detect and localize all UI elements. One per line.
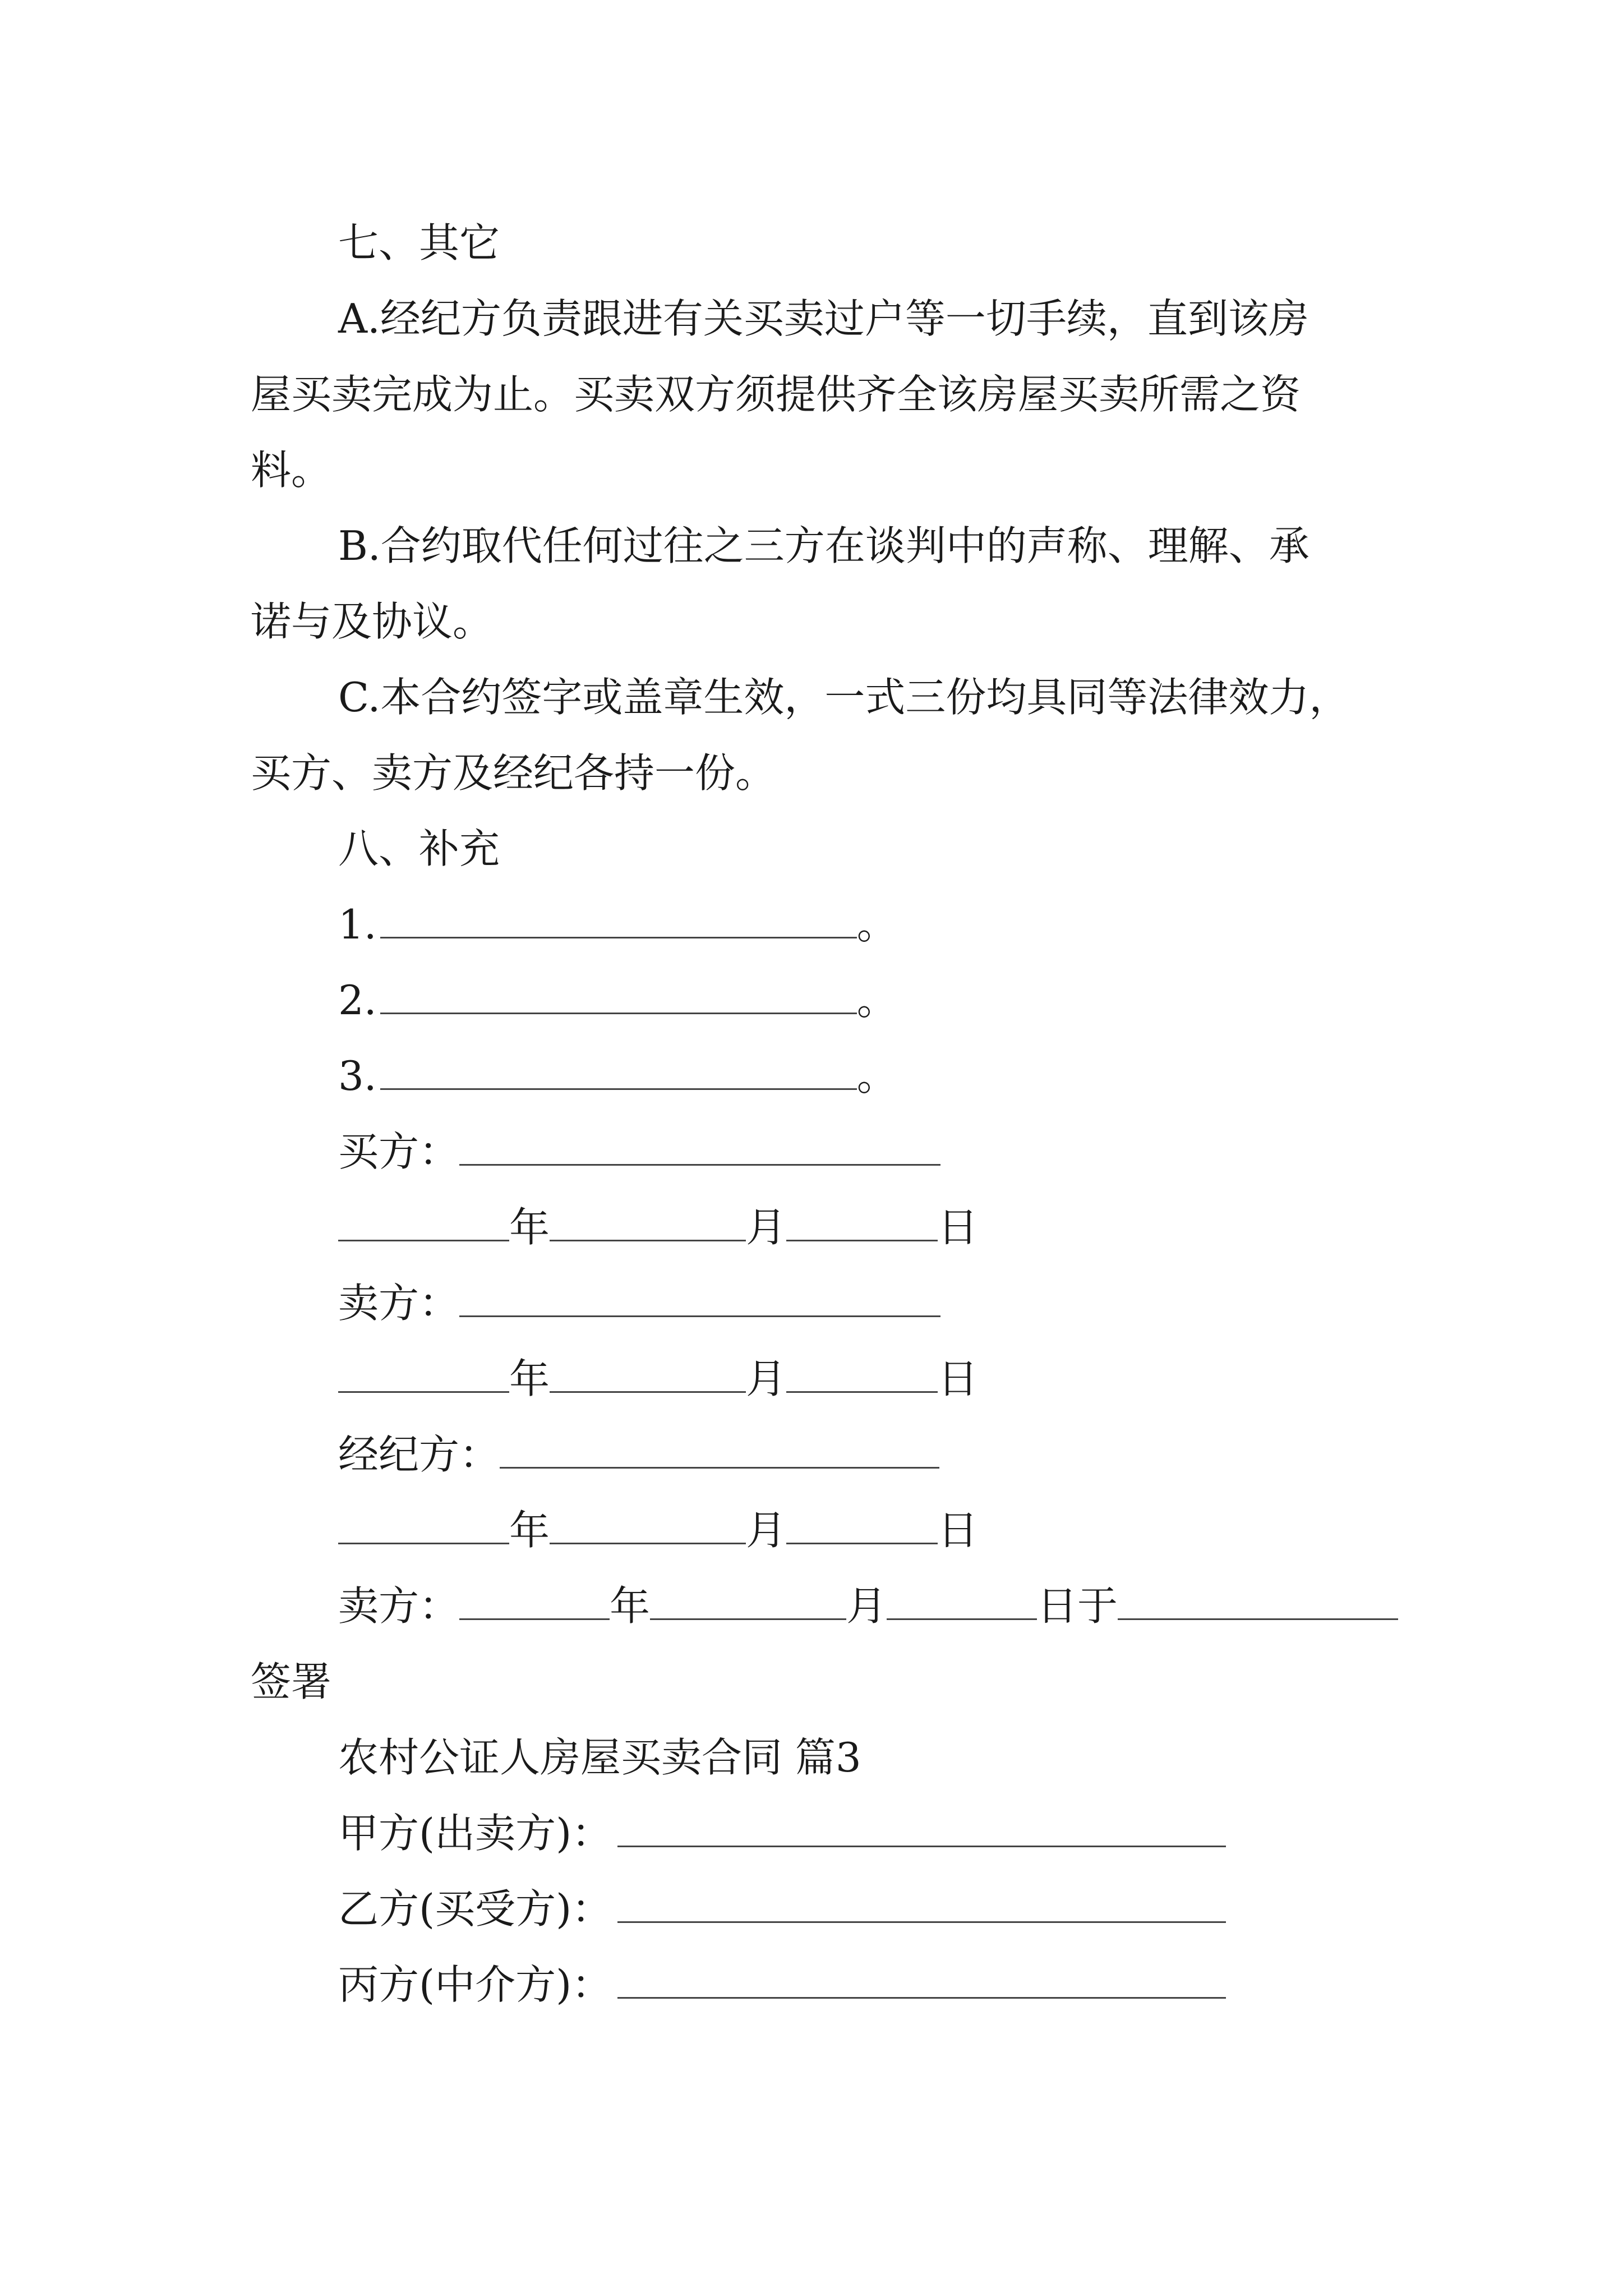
party-b-field[interactable]	[617, 1885, 1226, 1923]
month-field[interactable]	[550, 1507, 746, 1544]
seller-label: 卖方：	[338, 1280, 460, 1327]
seller-date-row	[338, 1352, 978, 1406]
agent-signature-field[interactable]	[500, 1431, 939, 1469]
day-field[interactable]	[786, 1355, 938, 1393]
supplement-item-1	[338, 898, 897, 951]
agent-signature-row	[338, 1428, 939, 1481]
supplement-number: 1.	[338, 901, 377, 948]
supplement-end: 。	[856, 977, 897, 1024]
year-unit: 年	[610, 1582, 651, 1630]
party-a-label: 甲方(出卖方)：	[338, 1810, 612, 1857]
seller-signed-row	[338, 1579, 1398, 1633]
buyer-signature-row	[338, 1125, 940, 1179]
year-unit: 年	[509, 1204, 550, 1251]
party-c-field[interactable]	[617, 1961, 1226, 1999]
supplement-number: 2.	[338, 977, 377, 1024]
supplement-item-2	[338, 973, 897, 1027]
supplement-item-3	[338, 1049, 897, 1103]
day-unit: 日	[938, 1355, 979, 1402]
day-unit: 日	[938, 1507, 979, 1554]
buyer-signature-field[interactable]	[459, 1128, 940, 1166]
contract-3-title: 农村公证人房屋买卖合同 篇3	[338, 1734, 861, 1781]
month-field[interactable]	[650, 1582, 846, 1620]
month-unit: 月	[746, 1507, 787, 1554]
agent-date-row	[338, 1503, 978, 1557]
year-field[interactable]	[338, 1355, 509, 1393]
party-a-field[interactable]	[617, 1810, 1226, 1847]
clause-a-line-3: 料。	[251, 447, 332, 494]
clause-a-line-2: 屋买卖完成为止。买卖双方须提供齐全该房屋买卖所需之资	[251, 371, 1301, 418]
supplement-number: 3.	[338, 1052, 377, 1099]
agent-label: 经纪方：	[338, 1431, 500, 1478]
party-c-row	[338, 1958, 1226, 2012]
buyer-label: 买方：	[338, 1128, 460, 1175]
supplement-blank-3[interactable]	[380, 1052, 857, 1090]
section-7-heading: 七、其它	[338, 219, 500, 266]
party-b-label: 乙方(买受方)：	[338, 1885, 612, 1932]
clause-a-line-1: A.经纪方负责跟进有关买卖过户等一切手续，直到该房	[338, 295, 1309, 342]
supplement-end: 。	[856, 901, 897, 948]
place-field[interactable]	[1118, 1582, 1398, 1620]
seller-label: 卖方：	[338, 1582, 460, 1630]
month-unit: 月	[846, 1582, 887, 1630]
clause-b-line-1: B.合约取代任何过往之三方在谈判中的声称、理解、承	[338, 522, 1310, 569]
supplement-end: 。	[856, 1052, 897, 1099]
clause-b-line-2: 诺与及协议。	[251, 598, 494, 645]
month-unit: 月	[746, 1355, 787, 1402]
clause-c-line-2: 买方、卖方及经纪各持一份。	[251, 749, 776, 797]
seller-signature-field[interactable]	[459, 1280, 940, 1317]
section-8-heading: 八、补充	[338, 825, 500, 872]
day-field[interactable]	[786, 1204, 938, 1241]
year-unit: 年	[509, 1355, 550, 1402]
month-unit: 月	[746, 1204, 787, 1251]
supplement-blank-1[interactable]	[380, 901, 857, 938]
day-at-label: 日于	[1037, 1582, 1118, 1630]
year-unit: 年	[509, 1507, 550, 1554]
party-b-row	[338, 1882, 1226, 1936]
day-field[interactable]	[887, 1582, 1037, 1620]
day-unit: 日	[938, 1204, 979, 1251]
year-field[interactable]	[459, 1582, 610, 1620]
month-field[interactable]	[550, 1355, 746, 1393]
supplement-blank-2[interactable]	[380, 977, 857, 1014]
party-a-row	[338, 1806, 1226, 1860]
seller-signature-row	[338, 1276, 940, 1330]
signed-label: 签署	[251, 1658, 332, 1705]
year-field[interactable]	[338, 1204, 509, 1241]
clause-c-line-1: C.本合约签字或盖章生效，一式三份均具同等法律效力，	[338, 674, 1350, 721]
day-field[interactable]	[786, 1507, 938, 1544]
party-c-label: 丙方(中介方)：	[338, 1961, 612, 2008]
year-field[interactable]	[338, 1507, 509, 1544]
month-field[interactable]	[550, 1204, 746, 1241]
buyer-date-row	[338, 1200, 978, 1254]
